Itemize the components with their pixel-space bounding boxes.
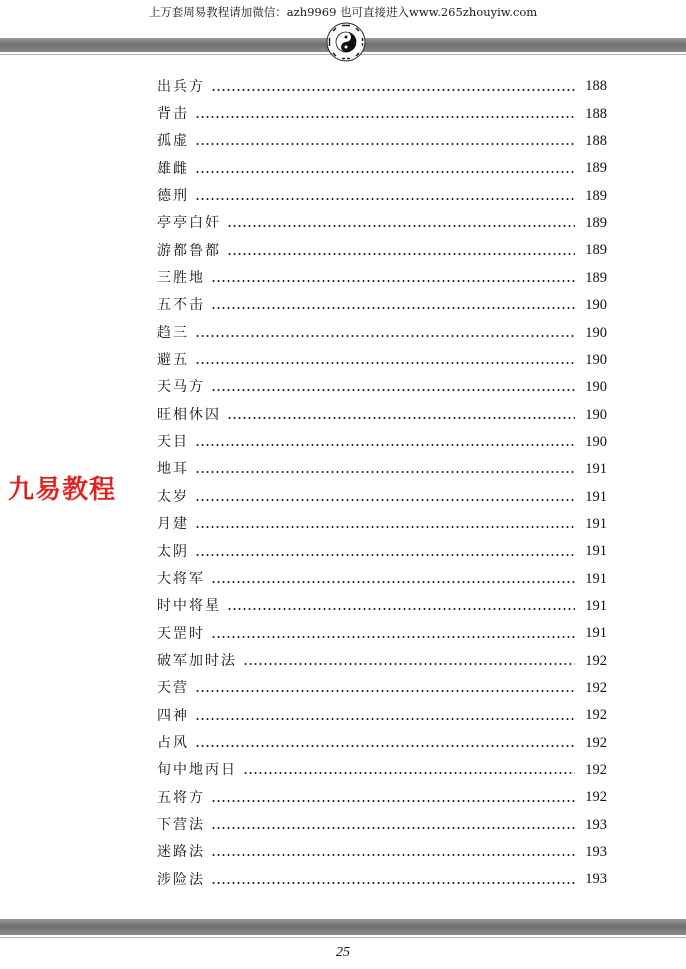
- toc-entry-title: 下营法: [157, 816, 205, 833]
- toc-dot-leader: [195, 718, 575, 720]
- toc-entry: [157, 511, 607, 538]
- toc-dot-leader: [227, 253, 575, 255]
- toc-dot-leader: [195, 444, 575, 446]
- toc-dot-leader: [227, 225, 575, 227]
- toc-entry: [157, 237, 607, 264]
- toc-entry-title: 涉险法: [157, 871, 205, 888]
- toc-entry: [157, 811, 607, 838]
- toc-dot-leader: [211, 307, 575, 309]
- toc-entry-title: 迷路法: [157, 844, 205, 861]
- toc-entry-title: 旬中地丙日: [157, 762, 237, 779]
- toc-entry-title: 地耳: [157, 461, 189, 478]
- watermark-logo-text: 九易教程: [8, 475, 117, 505]
- header-watermark-text: 上万套周易教程请加微信：azh9969 也可直接进入www.265zhouyiw.com: [148, 5, 538, 19]
- toc-entry: [157, 374, 607, 401]
- toc-entry: [157, 647, 607, 674]
- toc-entry: [157, 346, 607, 373]
- toc-entry: [157, 73, 607, 100]
- toc-dot-leader: [195, 690, 575, 692]
- toc-dot-leader: [195, 198, 575, 200]
- toc-entry-title: 时中将星: [157, 598, 221, 615]
- toc-entry-page: 191: [585, 625, 607, 642]
- taiji-emblem-icon: [326, 22, 366, 62]
- toc-entry: [157, 182, 607, 209]
- toc-entry: [157, 155, 607, 182]
- toc-entry-title: 背击: [157, 106, 189, 123]
- toc-entry-page: 191: [585, 597, 607, 614]
- toc-entry: [157, 128, 607, 155]
- toc-entry: [157, 319, 607, 346]
- toc-dot-leader: [243, 772, 575, 774]
- toc-entry-title: 雄雌: [157, 160, 189, 177]
- toc-entry: [157, 675, 607, 702]
- toc-entry-title: 破军加时法: [157, 652, 237, 669]
- toc-entry: [157, 620, 607, 647]
- toc-dot-leader: [195, 554, 575, 556]
- toc-entry-title: 大将军: [157, 570, 205, 587]
- toc-entry-title: 避五: [157, 352, 189, 369]
- toc-entry-title: 德刑: [157, 188, 189, 205]
- toc-dot-leader: [211, 800, 575, 802]
- toc-entry: [157, 100, 607, 127]
- toc-entry-page: 188: [585, 105, 607, 122]
- toc-dot-leader: [211, 827, 575, 829]
- toc-entry: [157, 757, 607, 784]
- toc-dot-leader: [195, 499, 575, 501]
- toc-dot-leader: [195, 526, 575, 528]
- bottom-band-underline: [0, 937, 686, 938]
- toc-entry-page: 189: [585, 242, 607, 259]
- toc-entry-title: 三胜地: [157, 270, 205, 287]
- toc-entry-page: 191: [585, 543, 607, 560]
- toc-dot-leader: [211, 581, 575, 583]
- toc-entry-page: 192: [585, 762, 607, 779]
- toc-entry-title: 天营: [157, 680, 189, 697]
- toc-entry-page: 190: [585, 297, 607, 314]
- toc-dot-leader: [195, 116, 575, 118]
- toc-entry-page: 192: [585, 679, 607, 696]
- toc-entry: [157, 292, 607, 319]
- toc-entry-page: 191: [585, 570, 607, 587]
- toc-entry-page: 193: [585, 871, 607, 888]
- toc-entry: [157, 866, 607, 893]
- toc-entry: [157, 839, 607, 866]
- toc-entry-page: 189: [585, 160, 607, 177]
- toc-entry-page: 191: [585, 488, 607, 505]
- toc-entry-page: 192: [585, 707, 607, 724]
- toc-entry-title: 趋三: [157, 324, 189, 341]
- toc-entry: [157, 264, 607, 291]
- toc-entry-title: 占风: [157, 734, 189, 751]
- toc-dot-leader: [195, 362, 575, 364]
- toc-entry-title: 月建: [157, 516, 189, 533]
- bottom-decorative-band: [0, 919, 686, 935]
- toc-entry-page: 190: [585, 406, 607, 423]
- toc-entry: [157, 565, 607, 592]
- toc-entry-title: 游都鲁都: [157, 242, 221, 259]
- toc-entry-title: 孤虚: [157, 133, 189, 150]
- toc-entry-title: 天罡时: [157, 625, 205, 642]
- toc-dot-leader: [211, 636, 575, 638]
- toc-entry-title: 出兵方: [157, 78, 205, 95]
- toc-entry-page: 193: [585, 816, 607, 833]
- toc-dot-leader: [211, 280, 575, 282]
- toc-entry-page: 188: [585, 133, 607, 150]
- toc-entry-page: 191: [585, 515, 607, 532]
- toc-entry: [157, 210, 607, 237]
- toc-entry-title: 亭亭白奸: [157, 215, 221, 232]
- toc-dot-leader: [227, 417, 575, 419]
- toc-entry-page: 190: [585, 379, 607, 396]
- toc-dot-leader: [243, 663, 575, 665]
- toc-dot-leader: [195, 745, 575, 747]
- toc-entry-page: 189: [585, 187, 607, 204]
- toc-dot-leader: [195, 171, 575, 173]
- toc-dot-leader: [211, 89, 575, 91]
- toc-dot-leader: [211, 854, 575, 856]
- toc-entry-page: 189: [585, 215, 607, 232]
- toc-dot-leader: [211, 882, 575, 884]
- toc-entry: [157, 401, 607, 428]
- toc-entry-title: 太阴: [157, 543, 189, 560]
- toc-entry-title: 四神: [157, 707, 189, 724]
- toc-entry: [157, 784, 607, 811]
- toc-entry-title: 旺相休囚: [157, 406, 221, 423]
- toc-entry: [157, 593, 607, 620]
- toc-entry: [157, 702, 607, 729]
- toc-entry-title: 五不击: [157, 297, 205, 314]
- toc-entry-page: 190: [585, 324, 607, 341]
- toc-entry: [157, 729, 607, 756]
- toc-dot-leader: [195, 143, 575, 145]
- toc-entry: [157, 456, 607, 483]
- toc-dot-leader: [195, 471, 575, 473]
- toc-dot-leader: [227, 608, 575, 610]
- toc-entry: [157, 538, 607, 565]
- toc-entry-title: 太岁: [157, 488, 189, 505]
- toc-entry-page: 188: [585, 78, 607, 95]
- toc-entry-page: 193: [585, 844, 607, 861]
- toc-entry-page: 190: [585, 351, 607, 368]
- toc-entry: [157, 428, 607, 455]
- toc-entry-page: 192: [585, 789, 607, 806]
- toc-dot-leader: [195, 335, 575, 337]
- toc-dot-leader: [211, 389, 575, 391]
- toc-entry-page: 191: [585, 461, 607, 478]
- toc-entry: [157, 483, 607, 510]
- toc-entry-page: 192: [585, 652, 607, 669]
- toc-entry-title: 五将方: [157, 789, 205, 806]
- page-number: 25: [336, 945, 350, 960]
- toc-entry-title: 天目: [157, 434, 189, 451]
- table-of-contents: [157, 73, 607, 893]
- toc-entry-title: 天马方: [157, 379, 205, 396]
- toc-entry-page: 189: [585, 269, 607, 286]
- toc-entry-page: 190: [585, 433, 607, 450]
- toc-entry-page: 192: [585, 734, 607, 751]
